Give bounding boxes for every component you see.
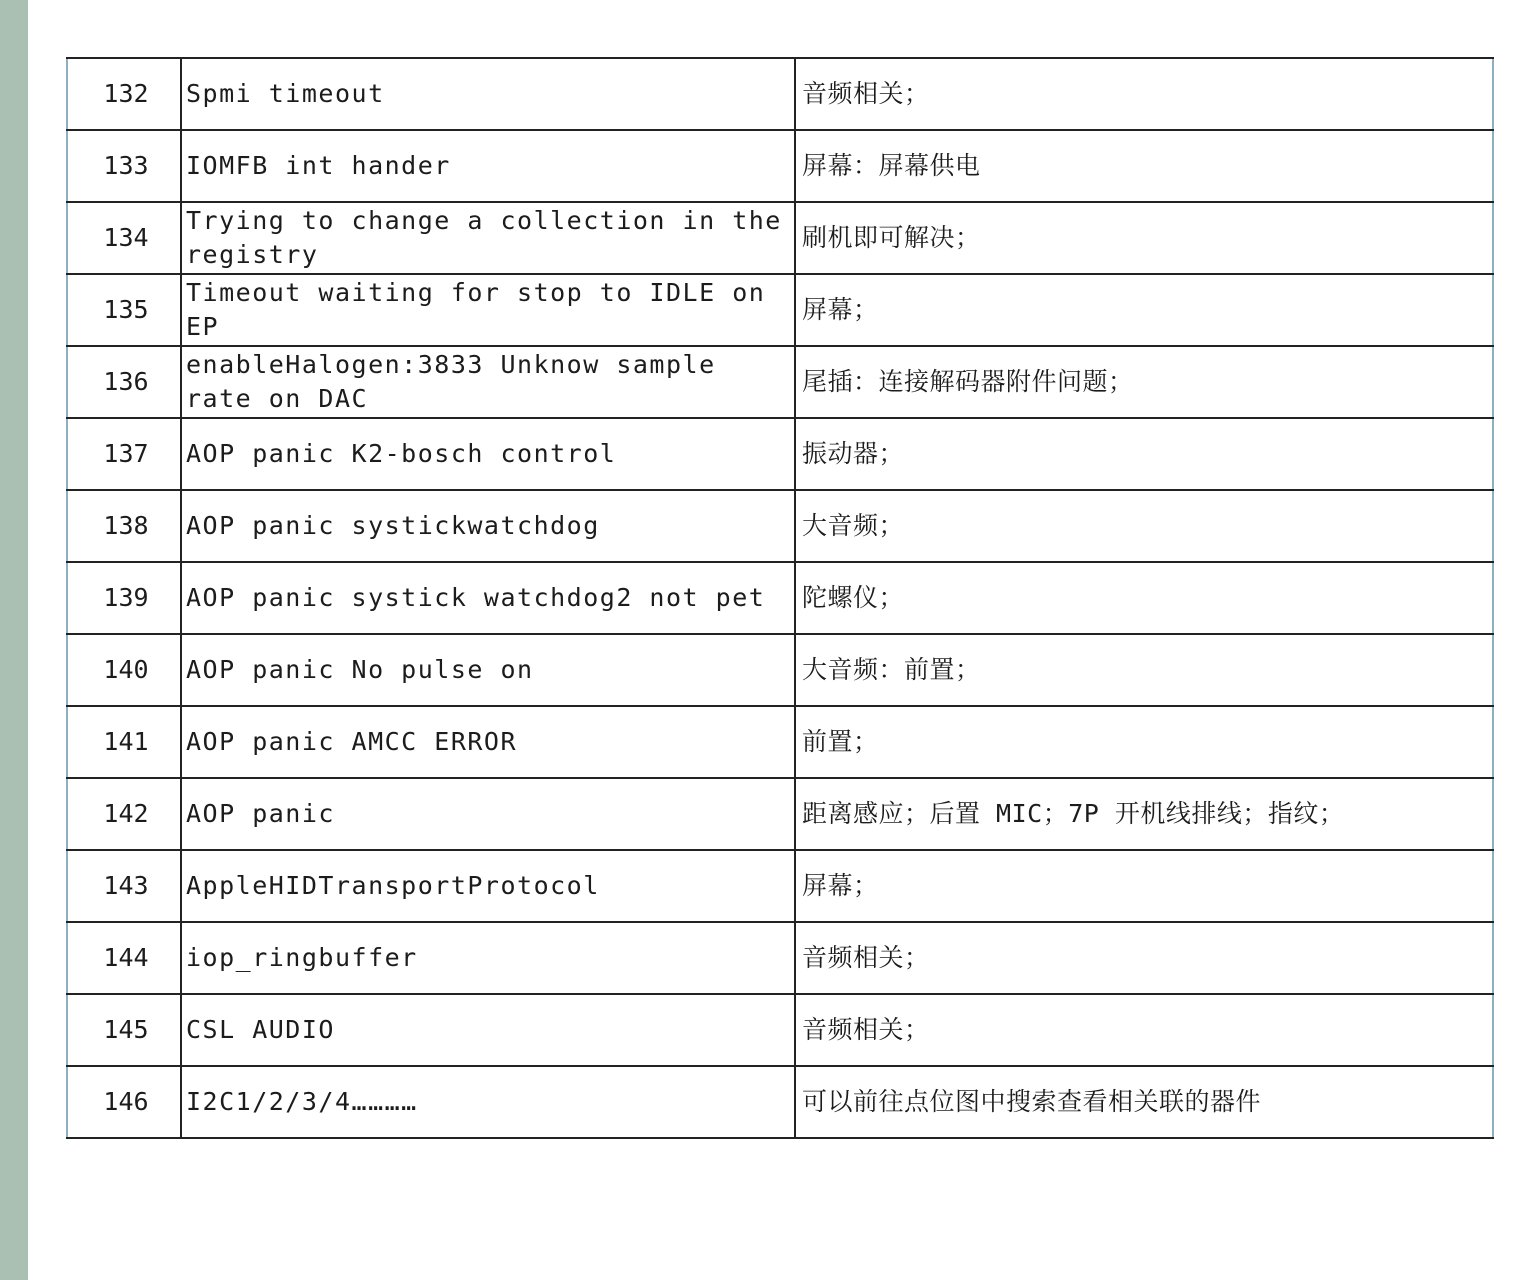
related-component: 音频相关；	[795, 994, 1493, 1066]
table-row	[67, 778, 1493, 850]
related-component: 尾插：连接解码器附件问题；	[795, 346, 1493, 418]
table-row	[67, 1066, 1493, 1138]
related-component: 可以前往点位图中搜索查看相关联的器件	[795, 1066, 1493, 1138]
row-number: 143	[67, 850, 181, 922]
panic-code: AOP panic K2-bosch control	[181, 418, 795, 490]
row-number: 138	[67, 490, 181, 562]
related-component: 振动器；	[795, 418, 1493, 490]
table-row	[67, 490, 1493, 562]
related-component: 音频相关；	[795, 922, 1493, 994]
left-margin-bar	[0, 0, 28, 1280]
panic-code: Spmi timeout	[181, 58, 795, 130]
panic-code: Trying to change a collection in the registry	[181, 202, 795, 274]
table-row	[67, 922, 1493, 994]
table-row	[67, 202, 1493, 274]
panic-code: IOMFB int hander	[181, 130, 795, 202]
table-row	[67, 58, 1493, 130]
panic-code-table	[66, 57, 1494, 1139]
related-component: 前置；	[795, 706, 1493, 778]
panic-code: I2C1/2/3/4…………	[181, 1066, 795, 1138]
related-component: 音频相关；	[795, 58, 1493, 130]
table-row	[67, 346, 1493, 418]
row-number: 137	[67, 418, 181, 490]
panic-code: iop_ringbuffer	[181, 922, 795, 994]
related-component: 刷机即可解决；	[795, 202, 1493, 274]
row-number: 134	[67, 202, 181, 274]
row-number: 144	[67, 922, 181, 994]
table-row	[67, 274, 1493, 346]
table-row	[67, 994, 1493, 1066]
row-number: 141	[67, 706, 181, 778]
table-row	[67, 562, 1493, 634]
panic-code: AOP panic AMCC ERROR	[181, 706, 795, 778]
row-number: 145	[67, 994, 181, 1066]
table-row	[67, 634, 1493, 706]
panic-code: CSL AUDIO	[181, 994, 795, 1066]
panic-code: enableHalogen:3833 Unknow sample rate on DAC	[181, 346, 795, 418]
panic-code: AOP panic systickwatchdog	[181, 490, 795, 562]
table-row	[67, 850, 1493, 922]
panic-code: AppleHIDTransportProtocol	[181, 850, 795, 922]
row-number: 139	[67, 562, 181, 634]
related-component: 屏幕：屏幕供电	[795, 130, 1493, 202]
table-row	[67, 130, 1493, 202]
panic-code: AOP panic No pulse on	[181, 634, 795, 706]
related-component: 屏幕；	[795, 274, 1493, 346]
row-number: 132	[67, 58, 181, 130]
related-component: 屏幕；	[795, 850, 1493, 922]
panic-code: AOP panic	[181, 778, 795, 850]
related-component: 大音频：前置；	[795, 634, 1493, 706]
related-component: 陀螺仪；	[795, 562, 1493, 634]
related-component: 距离感应；后置 MIC；7P 开机线排线；指纹；	[795, 778, 1493, 850]
panic-code: Timeout waiting for stop to IDLE on EP	[181, 274, 795, 346]
row-number: 140	[67, 634, 181, 706]
row-number: 135	[67, 274, 181, 346]
row-number: 142	[67, 778, 181, 850]
row-number: 136	[67, 346, 181, 418]
table-row	[67, 418, 1493, 490]
row-number: 133	[67, 130, 181, 202]
row-number: 146	[67, 1066, 181, 1138]
panic-code: AOP panic systick watchdog2 not pet	[181, 562, 795, 634]
related-component: 大音频；	[795, 490, 1493, 562]
table-row	[67, 706, 1493, 778]
